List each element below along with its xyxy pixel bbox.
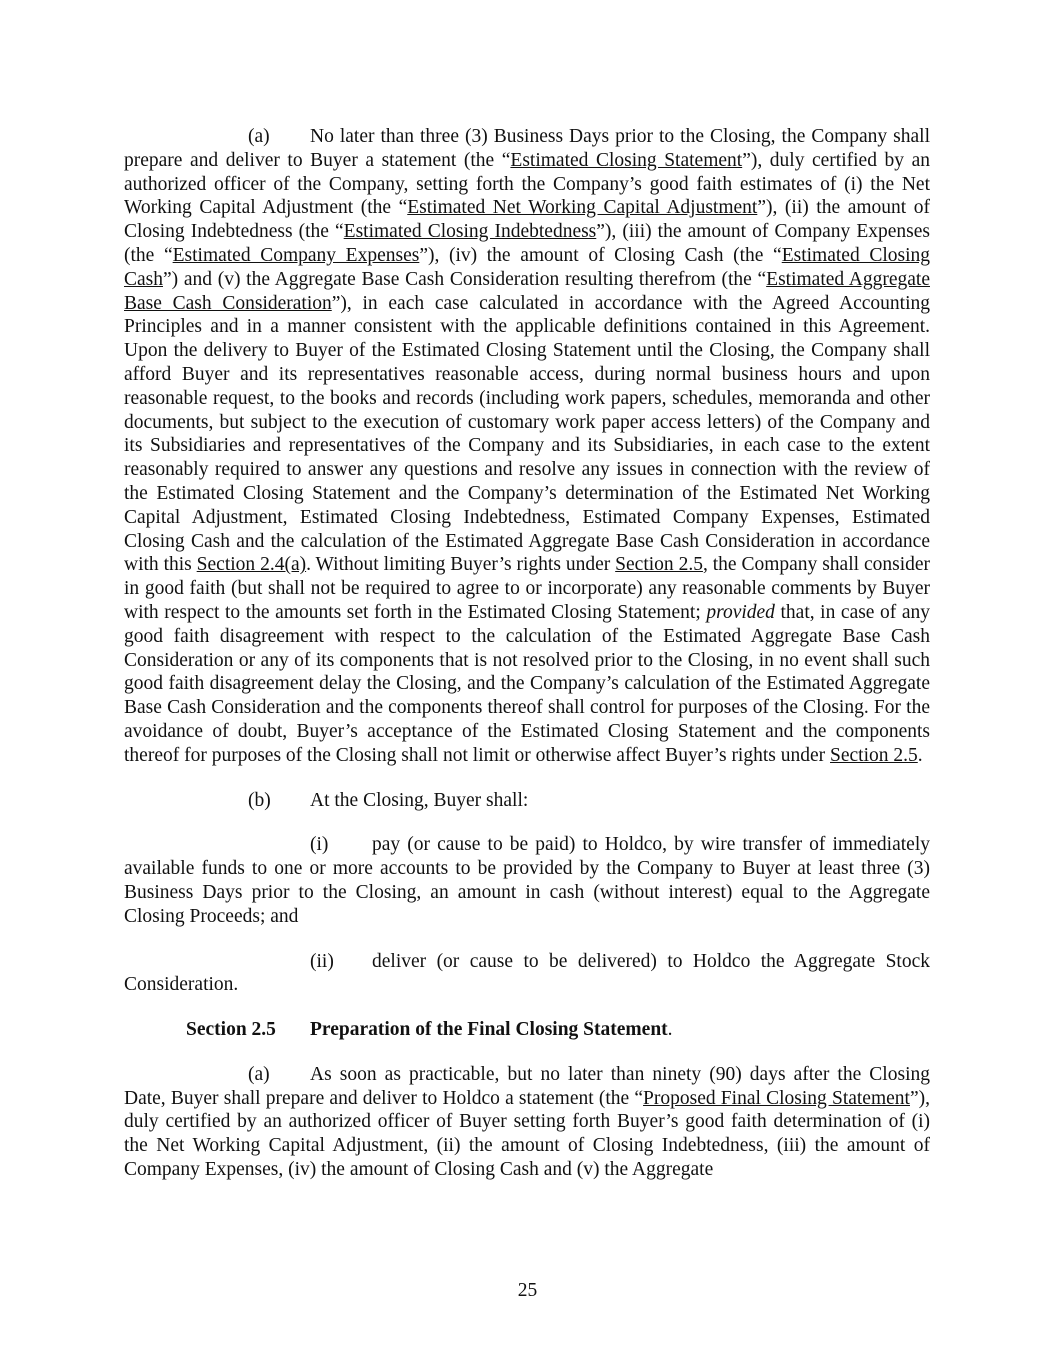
paragraph-2-4-b-i: (i) pay (or cause to be paid) to Holdco, by wire transfer of immediately available funds to one or more accounts to be provided by the Company to Buyer at least three (3) Business Days prior to the Closing, an amount in cash (without interest) equal to the Aggregate Closing Proceeds; and (124, 834, 930, 927)
paragraph-label: (a) (248, 1063, 270, 1085)
defined-term: Estimated Net Working Capital Adjustment (407, 197, 758, 219)
section-heading: Section 2.5 Preparation of the Final Closing Statement. (186, 1019, 673, 1041)
section-reference: Section 2.5 (830, 744, 918, 766)
section-reference: Section 2.5 (615, 554, 703, 576)
page-body (124, 125, 930, 1182)
page-number: 25 (517, 1280, 538, 1301)
defined-term: Estimated Closing Cash (124, 244, 931, 290)
paragraph-label: (ii) (310, 950, 334, 972)
defined-term: Estimated Closing Statement (510, 149, 743, 171)
defined-term: Estimated Company Expenses (172, 244, 420, 266)
paragraph-2-5-a: (a) As soon as practicable, but no later than ninety (90) days after the Closing Date, Buyer shall prepare and deliver to Holdco a statement (the “Proposed Final Closing Statement”), duly certified by an authorized officer of Buyer setting forth Buyer’s good faith determination of (i) the Net Working Capital Adjustment, (ii) the amount of Closing Indebtedness, (iii) the amount of Company Expenses, (iv) the amount of Closing Cash and (v) the Aggregate (124, 1063, 930, 1181)
paragraph-2-4-a: (a) No later than three (3) Business Days prior to the Closing, the Company shall prepare and deliver to Buyer a statement (the “Estimated Closing Statement”), duly certified by an authorized officer of the Company, setting forth the Company’s good faith estimates of (i) the Net Working Capital Adjustment (the “Estimated Net Working Capital Adjustment”), (ii) the amount of Closing Indebtedness (the “Estimated Closing Indebtedness”), (iii) the amount of Company Expenses (the “Estimated Company Expenses”), (iv) the amount of Closing Cash (the “Estimated Closing Cash”) and (v) the Aggregate Base Cash Consideration resulting therefrom (the “Estimated Aggregate Base Cash Consideration”), in each case calculated in accordance with the Agreed Accounting Principles and in a manner consistent with the applicable definitions contained in this Agreement. Upon the delivery to Buyer of the Estimated Closing Statement until the Closing, the Company shall afford Buyer and its representatives reasonable access, during normal business hours and upon reasonable request, to the books and records (including work papers, schedules, memoranda and other documents, but subject to the execution of customary work paper access letters) of the Company and its Subsidiaries and representatives of the Company and its Subsidiaries, in each case to the extent reasonably required to answer any questions and resolve any issues in connection with the review of the Estimated Closing Statement and the Company’s determination of the Estimated Net Working Capital Adjustment, Estimated Closing Indebtedness, Estimated Company Expenses, Estimated Closing Cash and the calculation of the Estimated Aggregate Base Cash Consideration in accordance with this Section 2.4(a). Without limiting Buyer’s rights under Section 2.5, the Company shall consider in good faith (but shall not be required to agree to or incorporate) any reasonable comments by Buyer with respect to the amounts set forth in the Estimated Closing Statement; provided that, in case of any good faith disagreement with respect to the calculation of the Estimated Aggregate Base Cash Consideration or any of its components that is not resolved prior to the Closing, in no event shall such good faith disagreement delay the Closing, and the Company’s calculation of the Estimated Aggregate Base Cash Consideration and the components thereof shall control for purposes of the Closing. For the avoidance of doubt, Buyer’s acceptance of the Estimated Closing Statement and the components thereof for purposes of the Closing shall not limit or otherwise affect Buyer’s rights under Section 2.5. (124, 126, 931, 766)
paragraph-label: (i) (310, 834, 329, 856)
defined-term: Proposed Final Closing Statement (643, 1087, 910, 1109)
section-reference: Section 2.4(a) (196, 554, 307, 576)
paragraph-label: (a) (248, 126, 270, 147)
proviso-term: provided (706, 601, 775, 623)
defined-term: Estimated Closing Indebtedness (343, 221, 597, 243)
section-title: Preparation of the Final Closing Statement (310, 1019, 668, 1041)
paragraph-2-4-b: (b) At the Closing, Buyer shall: (248, 789, 529, 811)
defined-term: Estimated Aggregate Base Cash Consideration (124, 268, 930, 314)
paragraph-2-4-b-ii: (ii) deliver (or cause to be delivered) to Holdco the Aggregate Stock Consideration. (124, 950, 930, 996)
paragraph-label: (b) (248, 789, 271, 811)
section-number: Section 2.5 (186, 1019, 276, 1041)
